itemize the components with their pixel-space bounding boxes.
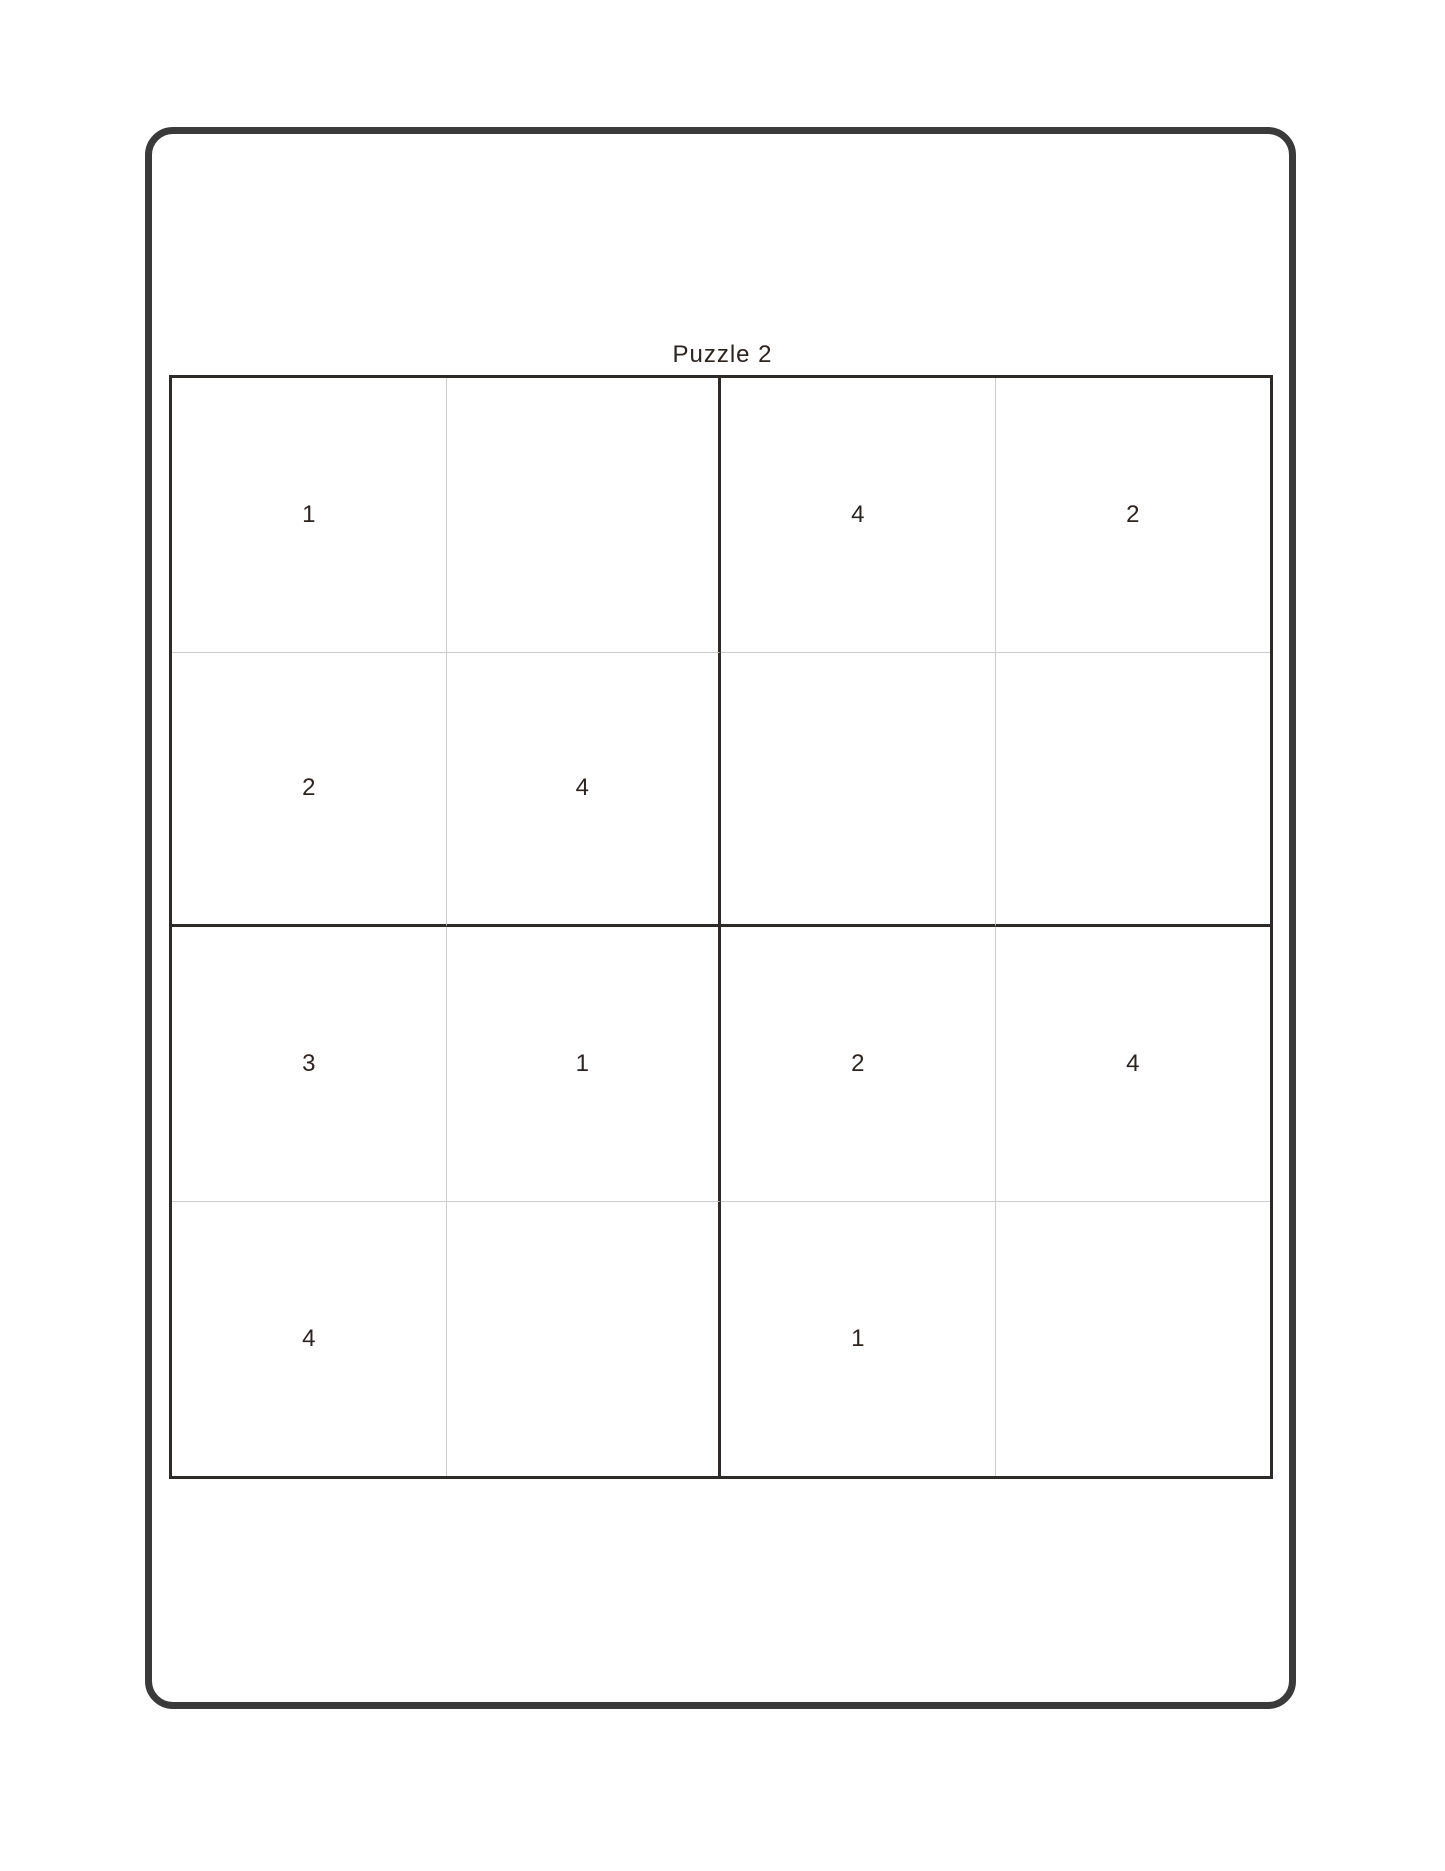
grid-cell[interactable]: 1 [447,927,722,1202]
grid-cell[interactable]: 3 [172,927,447,1202]
grid-cell[interactable]: 2 [996,378,1271,653]
grid-cell[interactable]: 2 [721,927,996,1202]
grid-cell[interactable]: 1 [721,1202,996,1477]
grid-cell[interactable] [447,378,722,653]
grid-cell[interactable] [996,653,1271,928]
grid-cell[interactable]: 4 [447,653,722,928]
grid-cell[interactable] [721,653,996,928]
grid-cell[interactable] [447,1202,722,1477]
sudoku-grid [169,375,1273,1479]
grid-cell[interactable]: 4 [172,1202,447,1477]
puzzle-title: Puzzle 2 [672,341,773,368]
grid-cell[interactable]: 4 [996,927,1271,1202]
grid-cell[interactable]: 4 [721,378,996,653]
grid-cell[interactable] [996,1202,1271,1477]
grid-cell[interactable]: 2 [172,653,447,928]
grid-cell[interactable]: 1 [172,378,447,653]
